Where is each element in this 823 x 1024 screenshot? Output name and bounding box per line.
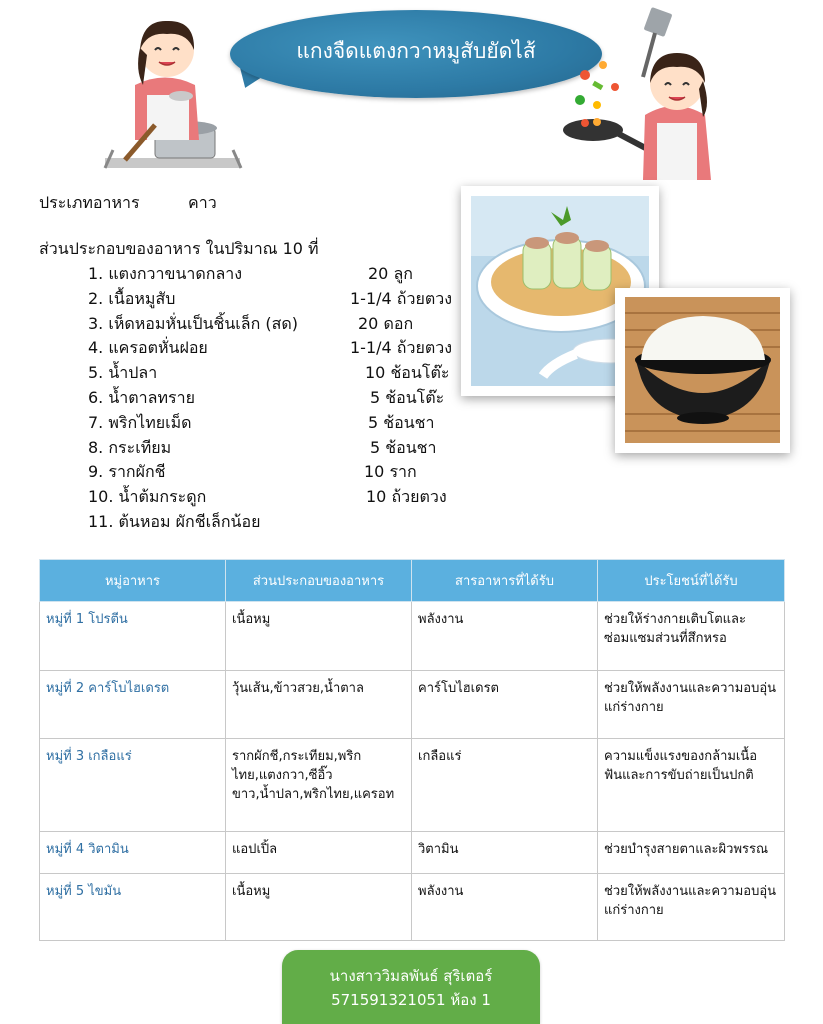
list-item — [88, 386, 452, 411]
ingredients-list — [88, 262, 452, 535]
ingredient-qty: 1-1/4 ถ้วยตวง — [350, 338, 453, 358]
header-nutrients: สารอาหารที่ได้รับ — [412, 560, 598, 602]
ingredient-name: 2. เนื้อหมูสับ — [88, 288, 176, 308]
rice-bowl-image — [615, 288, 790, 453]
ingredient-name: 5. น้ำปลา — [88, 363, 158, 383]
table-row — [40, 671, 785, 739]
cell-ingredients: เนื้อหมู — [226, 602, 412, 671]
cell-ingredients: รากผักชี,กระเทียม,พริกไทย,แตงกวา,ซีอิ๊วขาว,น้ำปลา,พริกไทย,แครอท — [226, 739, 412, 832]
ingredient-qty: 10 ช้อนโต๊ะ — [365, 363, 450, 383]
ingredient-name: 10. น้ำต้มกระดูก — [88, 487, 207, 507]
list-item — [88, 485, 452, 510]
ingredient-qty: 5 ช้อนชา — [370, 437, 437, 457]
cell-ingredients: แอปเปิ้ล — [226, 832, 412, 874]
list-item — [88, 436, 452, 461]
ingredient-name: 6. น้ำตาลทราย — [88, 387, 195, 407]
ingredients-heading: ส่วนประกอบของอาหาร ในปริมาณ 10 ที่ — [39, 239, 319, 258]
list-item — [88, 262, 452, 287]
rice-bowl-photo — [615, 288, 790, 453]
cell-ingredients: เนื้อหมู — [226, 874, 412, 941]
cook-woman-pan-illustration — [555, 5, 730, 185]
header-food-group: หมู่อาหาร — [40, 560, 226, 602]
header-benefits: ประโยชน์ที่ได้รับ — [598, 560, 785, 602]
nutrition-table — [39, 559, 785, 941]
cell-benefit: ช่วยบำรุงสายตาและผิวพรรณ — [598, 832, 785, 874]
cook-woman-stove-illustration — [95, 10, 245, 175]
cell-benefit: ช่วยให้ร่างกายเติบโตและซ่อมแซมส่วนที่สึกหรอ — [598, 602, 785, 671]
cell-nutrient: พลังงาน — [412, 602, 598, 671]
ingredient-name: 9. รากผักชี — [88, 462, 166, 482]
ingredient-qty: 20 ดอก — [358, 313, 414, 333]
ingredient-qty: 1-1/4 ถ้วยตวง — [350, 288, 453, 308]
cell-group: หมู่ที่ 4 วิตามิน — [40, 832, 226, 874]
author-name: นางสาววิมลพันธ์ สุริเตอร์ — [329, 967, 493, 985]
list-item — [88, 460, 452, 485]
ingredient-qty: 5 ช้อนโต๊ะ — [370, 387, 445, 407]
cell-group: หมู่ที่ 2 คาร์โบไฮเดรต — [40, 671, 226, 739]
cell-nutrient: เกลือแร่ — [412, 739, 598, 832]
ingredient-name: 8. กระเทียม — [88, 437, 172, 457]
table-header-row — [40, 560, 785, 602]
table-row — [40, 739, 785, 832]
list-item — [88, 510, 452, 535]
table-row — [40, 874, 785, 941]
meal-type-value: คาว — [188, 193, 217, 212]
cell-ingredients: วุ้นเส้น,ข้าวสวย,น้ำตาล — [226, 671, 412, 739]
list-item — [88, 312, 452, 337]
list-item — [88, 361, 452, 386]
ingredient-name: 1. แตงกวาขนาดกลาง — [88, 264, 243, 283]
author-box — [282, 950, 540, 1024]
cell-benefit: ช่วยให้พลังงานและความอบอุ่นแก่ร่างกาย — [598, 671, 785, 739]
ingredient-qty: 20 ลูก — [368, 264, 413, 283]
cell-group: หมู่ที่ 5 ไขมัน — [40, 874, 226, 941]
header-ingredients: ส่วนประกอบของอาหาร — [226, 560, 412, 602]
table-row — [40, 832, 785, 874]
ingredient-qty: 5 ช้อนชา — [368, 412, 435, 432]
page-title: แกงจืดแตงกวาหมูสับยัดไส้ — [296, 38, 536, 63]
list-item — [88, 336, 452, 361]
list-item — [88, 411, 452, 436]
cell-group: หมู่ที่ 1 โปรตีน — [40, 602, 226, 671]
ingredient-qty: 10 ราก — [364, 462, 417, 482]
cell-nutrient: พลังงาน — [412, 874, 598, 941]
table-row — [40, 602, 785, 671]
ingredient-name: 7. พริกไทยเม็ด — [88, 412, 192, 432]
ingredient-name: 3. เห็ดหอมหั่นเป็นชิ้นเล็ก (สด) — [88, 313, 298, 333]
ingredient-name: 11. ต้นหอม ผักชีเล็กน้อย — [88, 511, 261, 531]
ingredient-name: 4. แครอตหั่นฝอย — [88, 338, 208, 358]
list-item — [88, 287, 452, 312]
cell-nutrient: วิตามิน — [412, 832, 598, 874]
cell-group: หมู่ที่ 3 เกลือแร่ — [40, 739, 226, 832]
author-id-room: 571591321051 ห้อง 1 — [331, 991, 491, 1009]
meal-type-label: ประเภทอาหาร — [39, 193, 140, 212]
cell-benefit: ช่วยให้พลังงานและความอบอุ่นแก่ร่างกาย — [598, 874, 785, 941]
ingredient-qty: 10 ถ้วยตวง — [366, 487, 447, 507]
cell-benefit: ความแข็งแรงของกล้ามเนื้อ ฟันและการขับถ่ายเป็นปกติ — [598, 739, 785, 832]
cell-nutrient: คาร์โบไฮเดรต — [412, 671, 598, 739]
